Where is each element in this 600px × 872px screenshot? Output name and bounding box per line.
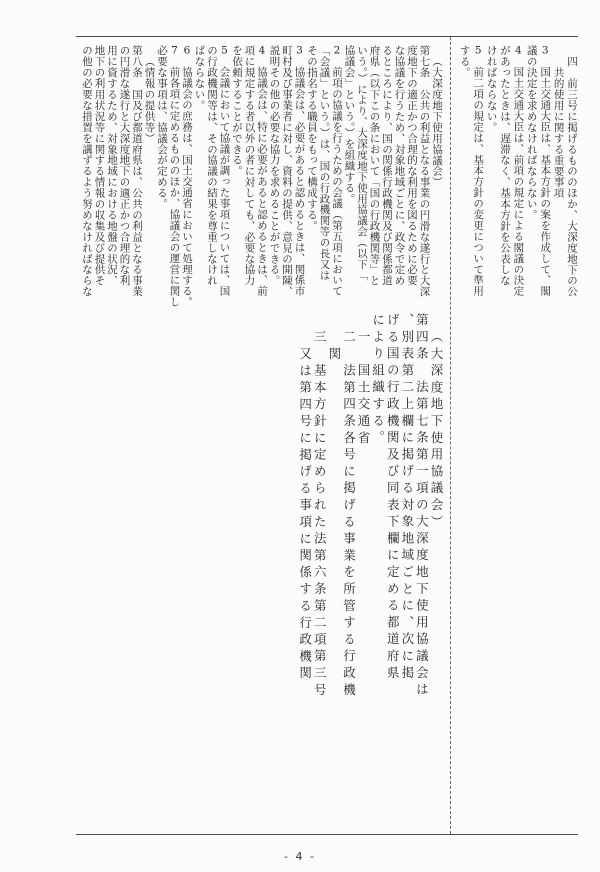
text-line: [399, 313, 414, 713]
text-line: [356, 45, 369, 315]
text-line: [471, 45, 484, 315]
line-text: 国土交通大臣は、基本方針の案を作成して、閣: [539, 55, 552, 297]
text-line: [393, 45, 406, 315]
paragraph-number: 5: [221, 45, 228, 56]
line-text: の円滑な遂行と大深度地下の適正かつ合理的な利: [118, 45, 131, 286]
text-line: [256, 45, 269, 315]
text-line: [538, 45, 551, 315]
text-line: [385, 313, 400, 713]
line-text: 一 国土交通省: [356, 329, 372, 448]
text-line: [131, 45, 144, 315]
line-text: げる国の行政機関及び同表下欄に定める都道府県: [385, 313, 401, 683]
text-line: [484, 45, 497, 315]
line-text: 第八条 国及び都道府県は、公共の利益となる事業: [131, 45, 143, 297]
line-text: により組織する。: [370, 313, 386, 448]
paragraph-number: 4: [515, 45, 522, 56]
top-rule: [76, 36, 578, 37]
paragraph-number: 2: [333, 45, 341, 56]
paragraph-number: 3: [541, 45, 549, 56]
line-text: 三 基本方針に定められた法第六条第二項第三号: [312, 329, 328, 700]
line-text: 地下の利用状況等に関する情報の収集及び提供そ: [93, 45, 106, 286]
text-line: [331, 45, 344, 315]
line-text: 前項の協議を行うための会議（第五項において: [331, 55, 343, 297]
text-line: [193, 45, 206, 315]
text-line: [81, 45, 94, 315]
line-text: ければならない。: [485, 45, 498, 133]
line-text: 議の決定を求めなければならない。: [525, 45, 538, 221]
line-text: 必要な事項は、協議会が定める。: [156, 45, 168, 210]
text-line: [118, 45, 131, 315]
article-heading: [143, 45, 156, 315]
text-line: [231, 45, 244, 315]
text-line: [498, 45, 511, 315]
line-text: 説明その他の必要な協力を求めることができる。: [268, 45, 281, 286]
line-text: 共的使用に関する重要事項: [552, 66, 565, 199]
line-text: 用に資するため、対象地域における地盤の状況、: [106, 45, 118, 286]
line-text: （大深度地下使用協議会）: [431, 55, 443, 188]
text-line: [312, 313, 327, 713]
line-text: 会議において協議が調った事項については、国: [218, 55, 231, 297]
column-divider: [450, 37, 451, 834]
line-text: な協議を行うため、対象地域ごとに、政令で定め: [393, 45, 406, 286]
line-text: 町村及び事業者に対し、資料の提供、意見の開陳、: [281, 45, 293, 297]
line-text: 項に規定する者以外の者に対しても、必要な協力: [243, 45, 256, 286]
line-text: 又は第四号に掲げる事項に関係する行政機関: [297, 346, 313, 683]
text-line: [268, 45, 281, 315]
text-line: [293, 45, 306, 315]
line-text: 前各項に定めるもののほか、協議会の運営に関し: [168, 55, 181, 308]
paragraph-number: 7: [171, 45, 178, 56]
line-text: その指名する職員をもって構成する。: [306, 45, 318, 232]
text-line: [355, 313, 370, 713]
text-line: [218, 45, 231, 315]
line-text: 協議会は、特に必要があると認めるときは、前: [256, 55, 268, 297]
page-number: - 4 -: [284, 850, 316, 863]
line-text: を依頼することができる。: [231, 45, 243, 177]
line-text: ばならない。: [193, 45, 206, 111]
text-line: [243, 45, 256, 315]
bottom-rule: [76, 834, 578, 835]
line-text: の行政機関等は、その協議の結果を尊重しなけれ: [206, 45, 218, 286]
text-line: [106, 45, 119, 315]
line-text: があったときは、遅滞なく、基本方針を公表しな: [498, 45, 511, 286]
line-text: 協議会の庶務は、国土交通省において処理する。: [181, 55, 193, 308]
paragraph-number: 3: [296, 45, 303, 56]
line-text: るところにより、国の関係行政機関及び関係都道: [381, 45, 393, 286]
text-line: [181, 45, 194, 315]
paragraph-number: 6: [183, 45, 191, 56]
text-line: [418, 45, 431, 315]
text-line: [306, 45, 319, 315]
line-text: 前二項の規定は、基本方針の変更について準用: [472, 55, 485, 297]
line-text: 四 前三号に掲げるもののほか、大深度地下の公: [566, 55, 578, 297]
text-line: [565, 45, 578, 315]
line-text: 府県（以下この条において「国の行政機関等」と: [368, 45, 381, 286]
paragraph-number: 5: [474, 45, 482, 56]
text-line: [156, 45, 169, 315]
text-line: [381, 45, 394, 315]
text-line: [168, 45, 181, 315]
text-line: [341, 313, 356, 713]
law-text-block: [81, 45, 444, 315]
line-text: 第四条 法第七条第一項の大深度地下使用協議会は: [414, 313, 430, 700]
text-line: [93, 45, 106, 315]
line-text: 、別表第二上欄に掲げる対象地域ごとに、次に掲: [399, 313, 415, 683]
enforcement-order-block: [297, 313, 443, 713]
line-text: 協議会は、必要があると認めるときは、関係市: [293, 55, 306, 297]
line-text: の他の必要な措置を講ずるよう努めなければならな: [81, 45, 93, 297]
text-line: [343, 45, 356, 315]
line-text: いう。）により、大深度地下使用協議会（以下「: [356, 45, 368, 281]
law-text-continued-block: [457, 45, 578, 315]
line-text: 第七条 公共の利益となる事業の円滑な遂行と大深: [418, 45, 431, 297]
line-text: 度地下の適正かつ合理的な利用を図るために必要: [406, 45, 418, 286]
text-line: [511, 45, 524, 315]
text-line: [406, 45, 419, 315]
text-line: [414, 313, 429, 713]
text-line: [318, 45, 331, 315]
text-line: [281, 45, 294, 315]
line-text: 協議会」という。）を組織する。: [343, 45, 356, 204]
text-line: [206, 45, 219, 315]
text-line: [457, 45, 470, 315]
line-text: 二 法第四条各号に掲げる事業を所管する行政機: [341, 329, 357, 700]
line-text: する。: [458, 45, 471, 78]
line-text: （情報の提供等）: [143, 55, 156, 144]
text-line: [370, 313, 385, 713]
article-heading: [431, 45, 444, 315]
text-line: [326, 313, 341, 713]
line-text: 国土交通大臣は、前項の規定による閣議の決定: [512, 55, 525, 297]
line-text: 「会議」という。）は、国の行政機関等の長又は: [318, 45, 331, 281]
article-heading: [428, 313, 443, 713]
text-line: [551, 45, 564, 315]
paragraph-number: 4: [258, 45, 266, 56]
text-line: [297, 313, 312, 713]
text-line: [368, 45, 381, 315]
line-text: （大深度地下使用協議会）: [429, 329, 444, 532]
text-line: [524, 45, 537, 315]
line-text: 関: [326, 346, 342, 364]
